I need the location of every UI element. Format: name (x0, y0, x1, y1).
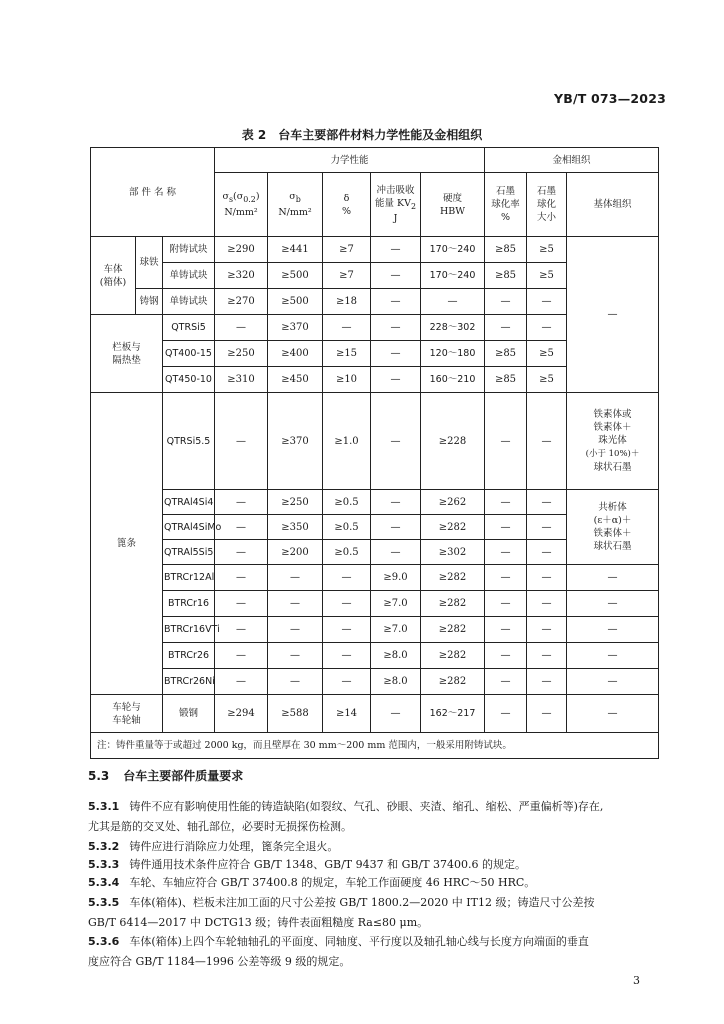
matrix-cell: — (567, 695, 659, 733)
table-row (91, 617, 659, 643)
hardness-cell: — (421, 289, 485, 315)
group-body: 车体 (箱体) (91, 237, 136, 315)
sigma02-cell: — (215, 515, 268, 540)
part-name: QTRAl5Si5 (163, 540, 215, 565)
sigmab-cell: ≥441 (268, 237, 323, 263)
graphite-rate-cell: — (485, 515, 527, 540)
table-row (91, 643, 659, 669)
part-name: BTRCr26Ni (163, 669, 215, 695)
graphite-rate-cell: — (485, 669, 527, 695)
part-name: 单铸试块 (163, 289, 215, 315)
graphite-size-cell: — (527, 315, 567, 341)
part-name: 单铸试块 (163, 263, 215, 289)
matrix-cell: — (567, 565, 659, 591)
graphite-size-cell: ≥5 (527, 263, 567, 289)
table-row (91, 393, 659, 490)
part-name: BTRCr16 (163, 591, 215, 617)
graphite-rate-cell: — (485, 289, 527, 315)
delta-cell: ≥1.0 (323, 393, 371, 490)
sigmab-cell: — (268, 669, 323, 695)
group-cast-steel: 铸钢 (136, 289, 163, 315)
matrix-cell: 铁素体或 铁素体＋ 珠光体 (小于 10%)＋ 球状石墨 (567, 393, 659, 490)
graphite-rate-cell: — (485, 490, 527, 515)
sigma02-cell: ≥250 (215, 341, 268, 367)
graphite-size-cell: — (527, 393, 567, 490)
table-note: 注：铸件重量等于或超过 2000 kg，而且壁厚在 30 mm～200 mm 范围内，一般采用附铸试块。 (91, 733, 659, 759)
impact-cell: ≥7.0 (371, 617, 421, 643)
sigmab-cell: ≥200 (268, 540, 323, 565)
sigmab-cell: ≥400 (268, 341, 323, 367)
hardness-cell: 170～240 (421, 263, 485, 289)
matrix-cell: — (567, 643, 659, 669)
part-name: QT400-15 (163, 341, 215, 367)
sigma02-cell: — (215, 540, 268, 565)
clause-5-3-3: 5.3.3 铸件通用技术条件应符合 GB/T 1348、GB/T 9437 和 GB/T 37400.6 的规定。 (88, 858, 527, 871)
sigma02-cell: ≥310 (215, 367, 268, 393)
sigmab-cell: ≥350 (268, 515, 323, 540)
delta-cell: — (323, 643, 371, 669)
delta-cell: ≥7 (323, 237, 371, 263)
hardness-cell: ≥302 (421, 540, 485, 565)
hardness-cell: ≥282 (421, 565, 485, 591)
graphite-rate-cell: — (485, 540, 527, 565)
hardness-cell: 170～240 (421, 237, 485, 263)
delta-cell: ≥10 (323, 367, 371, 393)
graphite-rate-cell: — (485, 315, 527, 341)
delta-cell: ≥0.5 (323, 490, 371, 515)
part-name: BTRCr12Al (163, 565, 215, 591)
table-title: 表 2 台车主要部件材料力学性能及金相组织 (241, 128, 483, 142)
table-row (91, 565, 659, 591)
hardness-cell: 160～210 (421, 367, 485, 393)
graphite-rate-cell: — (485, 393, 527, 490)
graphite-size-cell: — (527, 565, 567, 591)
impact-cell: ≥7.0 (371, 591, 421, 617)
graphite-rate-cell: ≥85 (485, 341, 527, 367)
graphite-size-cell: ≥5 (527, 237, 567, 263)
standard-code: YB/T 073—2023 (553, 91, 666, 106)
metallo-header: 金相组织 (485, 148, 659, 173)
sigmab-cell: ≥450 (268, 367, 323, 393)
graphite-rate-header: 石墨 球化率 % (485, 173, 527, 237)
delta-header: δ % (323, 173, 371, 237)
part-name: QTRAl4SiMo (163, 515, 215, 540)
sigma02-cell: — (215, 490, 268, 515)
graphite-rate-cell: — (485, 617, 527, 643)
impact-cell: — (371, 315, 421, 341)
sigma02-cell: — (215, 591, 268, 617)
sigma02-header: $\sigma_s(\sigma_{0.2})$ N/mm² (215, 173, 268, 237)
sigmab-cell: ≥370 (268, 393, 323, 490)
sigmab-cell: ≥500 (268, 263, 323, 289)
sigmab-header: $\sigma_b$ N/mm² (268, 173, 323, 237)
delta-cell: ≥0.5 (323, 540, 371, 565)
graphite-rate-cell: ≥85 (485, 237, 527, 263)
group-bars: 篦条 (91, 393, 163, 695)
hardness-cell: 120～180 (421, 341, 485, 367)
properties-table (90, 147, 659, 759)
group-grate: 栏板与 隔热垫 (91, 315, 163, 393)
graphite-size-cell: — (527, 591, 567, 617)
hardness-cell: ≥282 (421, 591, 485, 617)
mech-header: 力学性能 (215, 148, 485, 173)
properties-table-wrapper (90, 147, 658, 759)
graphite-size-cell: — (527, 289, 567, 315)
impact-cell: — (371, 341, 421, 367)
sigmab-cell: — (268, 617, 323, 643)
sigmab-cell: ≥500 (268, 289, 323, 315)
delta-cell: — (323, 315, 371, 341)
graphite-rate-cell: — (485, 695, 527, 733)
graphite-rate-cell: ≥85 (485, 263, 527, 289)
delta-cell: ≥7 (323, 263, 371, 289)
matrix-cell: — (567, 237, 659, 393)
clause-5-3-4: 5.3.4 车轮、车轴应符合 GB/T 37400.8 的规定，车轮工作面硬度 46 HRC～50 HRC。 (88, 876, 536, 889)
header-row-1 (91, 148, 659, 173)
part-name: BTRCr26 (163, 643, 215, 669)
part-name: BTRCr16VTi (163, 617, 215, 643)
sigma02-cell: — (215, 643, 268, 669)
impact-cell: ≥9.0 (371, 565, 421, 591)
part-name: 附铸试块 (163, 237, 215, 263)
graphite-size-cell: — (527, 617, 567, 643)
matrix-cell: — (567, 617, 659, 643)
impact-cell: — (371, 515, 421, 540)
graphite-size-cell: — (527, 695, 567, 733)
delta-cell: ≥14 (323, 695, 371, 733)
graphite-size-cell: ≥5 (527, 341, 567, 367)
sigmab-cell: — (268, 565, 323, 591)
table-row (91, 669, 659, 695)
group-wheel: 车轮与 车轮轴 (91, 695, 163, 733)
delta-cell: ≥18 (323, 289, 371, 315)
impact-header: 冲击吸收 能量 $KV_2$ J (371, 173, 421, 237)
matrix-cell: 共析体 (ε＋α)＋ 铁素体＋ 球状石墨 (567, 490, 659, 565)
sigma02-cell: — (215, 315, 268, 341)
impact-cell: — (371, 237, 421, 263)
impact-cell: ≥8.0 (371, 669, 421, 695)
sigmab-cell: ≥250 (268, 490, 323, 515)
group-ductile-iron: 球铁 (136, 237, 163, 289)
delta-cell: — (323, 669, 371, 695)
matrix-header: 基体组织 (567, 173, 659, 237)
graphite-size-header: 石墨 球化 大小 (527, 173, 567, 237)
part-name-header: 部 件 名 称 (91, 148, 215, 237)
graphite-rate-cell: ≥85 (485, 367, 527, 393)
hardness-cell: ≥282 (421, 515, 485, 540)
delta-cell: — (323, 591, 371, 617)
sigma02-cell: — (215, 669, 268, 695)
section-number: 5.3 (88, 769, 110, 783)
graphite-size-cell: — (527, 540, 567, 565)
impact-cell: — (371, 490, 421, 515)
sigma02-cell: — (215, 393, 268, 490)
sigma02-cell: — (215, 565, 268, 591)
matrix-cell: — (567, 669, 659, 695)
hardness-cell: 162～217 (421, 695, 485, 733)
hardness-cell: ≥282 (421, 617, 485, 643)
clause-5-3-1: 5.3.1 铸件不应有影响使用性能的铸造缺陷(如裂纹、气孔、砂眼、夹渣、缩孔、缩松、严重偏析等)存在, 尤其是筋的交叉处、轴孔部位，必要时无损探伤检测。 (88, 800, 604, 833)
clause-5-3-2: 5.3.2 铸件应进行消除应力处理，篦条完全退火。 (88, 840, 339, 853)
impact-cell: — (371, 367, 421, 393)
matrix-cell: — (567, 591, 659, 617)
delta-cell: — (323, 565, 371, 591)
impact-cell: — (371, 289, 421, 315)
sigma02-cell: — (215, 617, 268, 643)
sigma02-cell: ≥290 (215, 237, 268, 263)
table-row (91, 490, 659, 515)
graphite-rate-cell: — (485, 643, 527, 669)
table-row (91, 237, 659, 263)
sigmab-cell: — (268, 643, 323, 669)
part-name: QT450-10 (163, 367, 215, 393)
hardness-cell: ≥282 (421, 643, 485, 669)
delta-cell: ≥15 (323, 341, 371, 367)
hardness-cell: ≥262 (421, 490, 485, 515)
section-title: 台车主要部件质量要求 (123, 769, 244, 783)
delta-cell: ≥0.5 (323, 515, 371, 540)
sigma02-cell: ≥320 (215, 263, 268, 289)
part-name: QTRSi5 (163, 315, 215, 341)
table-row (91, 695, 659, 733)
graphite-rate-cell: — (485, 591, 527, 617)
delta-cell: — (323, 617, 371, 643)
sigmab-cell: — (268, 591, 323, 617)
impact-cell: — (371, 263, 421, 289)
impact-cell: — (371, 393, 421, 490)
clause-5-3-5: 5.3.5 车体(箱体)、栏板未注加工面的尺寸公差按 GB/T 1800.2—2020 中 IT12 级；铸造尺寸公差按 GB/T 6414—2017 中 DCTG13 级；铸件表面粗糙度 Ra≤80 μm。 (88, 896, 595, 929)
part-name: QTRAl4Si4 (163, 490, 215, 515)
impact-cell: — (371, 695, 421, 733)
graphite-size-cell: — (527, 669, 567, 695)
hardness-cell: ≥228 (421, 393, 485, 490)
part-name: QTRSi5.5 (163, 393, 215, 490)
table-row (91, 591, 659, 617)
clause-5-3-6: 5.3.6 车体(箱体)上四个车轮轴轴孔的平面度、同轴度、平行度以及轴孔轴心线与长度方向端面的垂直 度应符合 GB/T 1184—1996 公差等级 9 级的规定。 (88, 935, 589, 968)
part-name: 锻钢 (163, 695, 215, 733)
impact-cell: — (371, 540, 421, 565)
sigma02-cell: ≥270 (215, 289, 268, 315)
sigmab-cell: ≥370 (268, 315, 323, 341)
section-heading (88, 767, 243, 784)
hardness-cell: 228～302 (421, 315, 485, 341)
note-row (91, 733, 659, 759)
sigmab-cell: ≥588 (268, 695, 323, 733)
hardness-header: 硬度 HBW (421, 173, 485, 237)
hardness-cell: ≥282 (421, 669, 485, 695)
graphite-size-cell: — (527, 643, 567, 669)
page-number: 3 (633, 974, 640, 987)
graphite-size-cell: ≥5 (527, 367, 567, 393)
graphite-rate-cell: — (485, 565, 527, 591)
graphite-size-cell: — (527, 515, 567, 540)
impact-cell: ≥8.0 (371, 643, 421, 669)
sigma02-cell: ≥294 (215, 695, 268, 733)
graphite-size-cell: — (527, 490, 567, 515)
